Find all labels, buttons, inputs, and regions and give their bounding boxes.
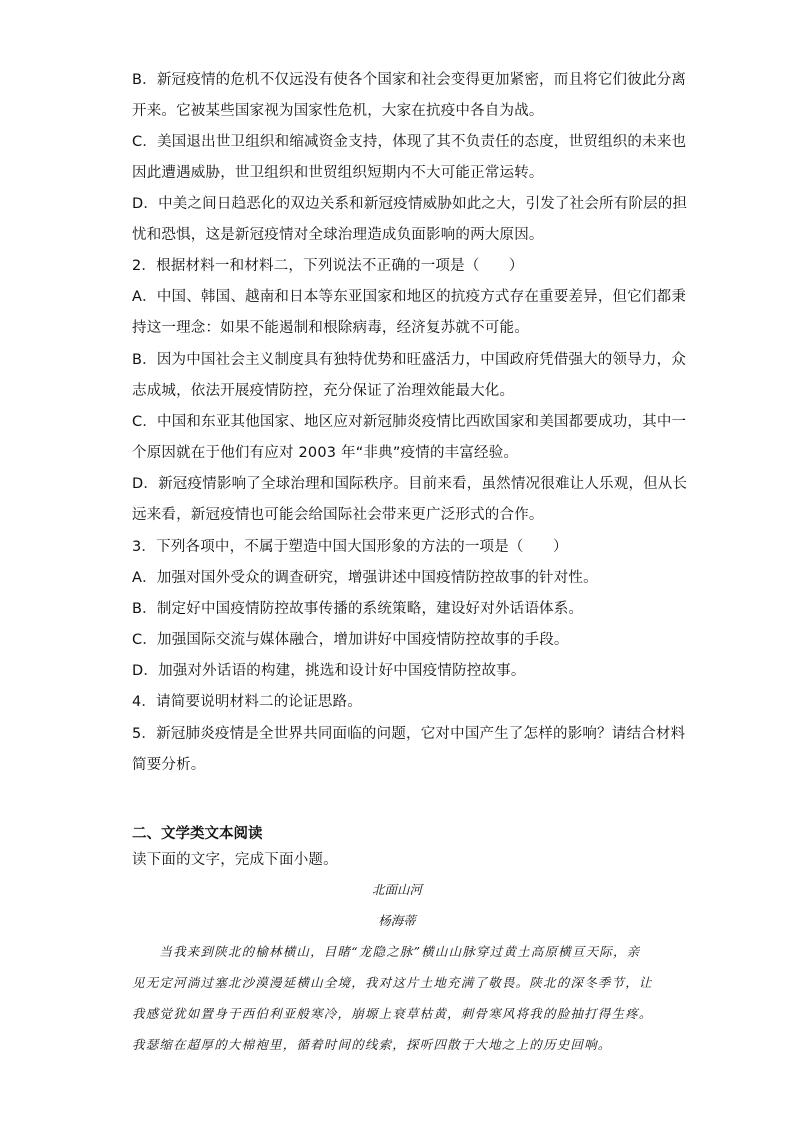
q2-option-c-line1: C．中国和东亚其他国家、地区应对新冠肺炎疫情比西欧国家和美国都要成功，其中一 xyxy=(132,414,687,430)
q2-option-d-line2: 远来看，新冠疫情也可能会给国际社会带来更广泛形式的合作。 xyxy=(132,507,544,523)
story-line-1: 当我来到陕北的榆林横山，目睹“龙隐之脉”横山山脉穿过黄土高原横亘天际，亲 xyxy=(132,944,641,959)
story-title: 北面山河 xyxy=(371,882,422,897)
story-line-2: 见无定河淌过塞北沙漠漫延横山全境，我对这片土地充满了敬畏。陕北的深冬季节，让 xyxy=(132,975,653,990)
q2-option-a-line1: A．中国、韩国、越南和日本等东亚国家和地区的抗疫方式存在重要差异，但它们都秉 xyxy=(132,289,687,305)
story-line-4: 我瑟缩在超厚的大棉袍里，循着时间的线索，探听四散于大地之上的历史回响。 xyxy=(132,1037,612,1052)
q1-option-d-line1: D．中美之间日趋恶化的双边关系和新冠疫情威胁如此之大，引发了社会所有阶层的担 xyxy=(132,196,688,212)
section-instruction: 读下面的文字，完成下面小题。 xyxy=(132,852,338,868)
story-author: 杨海蒂 xyxy=(378,913,416,928)
q2-option-a-line2: 持这一理念：如果不能遏制和根除病毒，经济复苏就不可能。 xyxy=(132,320,529,336)
q4-stem: 4．请简要说明材料二的论证思路。 xyxy=(132,694,362,710)
q5-stem-line1: 5．新冠肺炎疫情是全世界共同面临的问题，它对中国产生了怎样的影响？请结合材料 xyxy=(132,726,686,742)
q1-option-d-line2: 忧和恐惧，这是新冠疫情对全球治理造成负面影响的两大原因。 xyxy=(132,227,544,243)
q1-option-c-line1: C．美国退出世卫组织和缩减资金支持，体现了其不负责任的态度，世贸组织的未来也 xyxy=(132,134,687,150)
q3-option-a: A．加强对国外受众的调查研究，增强讲述中国疫情防控故事的针对性。 xyxy=(132,570,598,586)
q1-option-b-line2: 开来。它被某些国家视为国家性危机，大家在抗疫中各自为战。 xyxy=(132,103,544,119)
story-line-3: 我感觉犹如置身于西伯利亚般寒冷，崩塬上衰草枯黄，刺骨寒风将我的脸抽打得生疼。 xyxy=(132,1006,653,1021)
q1-option-c-line2: 因此遭遇威胁，世卫组织和世贸组织短期内不大可能正常运转。 xyxy=(132,165,544,181)
q3-stem: 3．下列各项中，不属于塑造中国大国形象的方法的一项是（ ） xyxy=(132,539,568,555)
q2-option-b-line2: 志成城，依法开展疫情防控，充分保证了治理效能最大化。 xyxy=(132,383,515,399)
q2-option-d-line1: D．新冠疫情影响了全球治理和国际秩序。目前来看，虽然情况很难让人乐观，但从长 xyxy=(132,476,688,492)
q1-option-b-line1: B．新冠疫情的危机不仅远没有使各个国家和社会变得更加紧密，而且将它们彼此分离 xyxy=(132,72,687,88)
q3-option-d: D．加强对外话语的构建，挑选和设计好中国疫情防控故事。 xyxy=(132,663,526,679)
q3-option-b: B．制定好中国疫情防控故事传播的系统策略，建设好对外话语体系。 xyxy=(132,601,584,617)
q2-stem: 2．根据材料一和材料二，下列说法不正确的一项是（ ） xyxy=(132,258,524,274)
q2-option-c-line2: 个原因就在于他们有应对 2003 年“非典”疫情的丰富经验。 xyxy=(132,445,519,461)
q5-stem-line2: 简要分析。 xyxy=(132,757,206,773)
q3-option-c: C．加强国际交流与媒体融合，增加讲好中国疫情防控故事的手段。 xyxy=(132,632,569,648)
q2-option-b-line1: B．因为中国社会主义制度具有独特优势和旺盛活力，中国政府凭借强大的领导力，众 xyxy=(132,352,687,368)
section-heading: 二、文学类文本阅读 xyxy=(132,826,263,842)
